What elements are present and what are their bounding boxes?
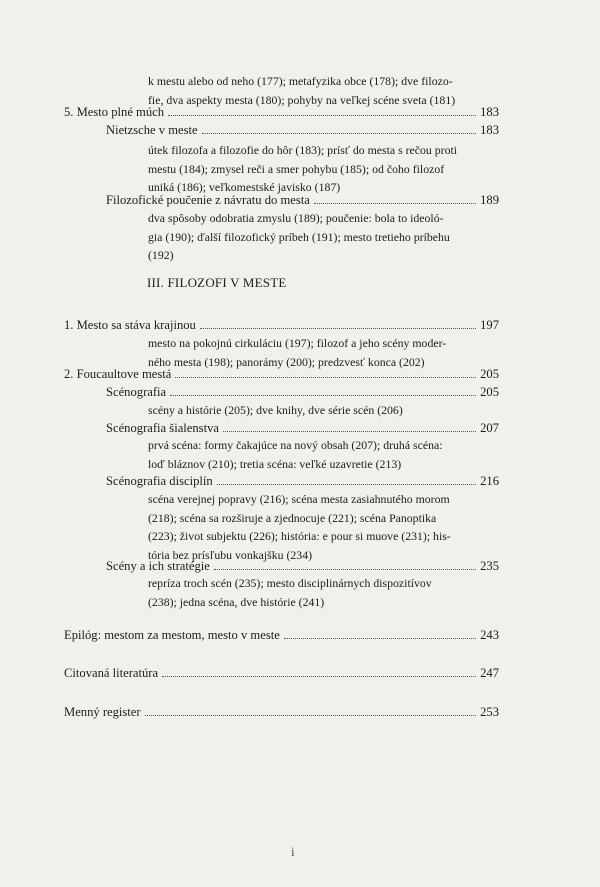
dot-leader xyxy=(200,328,476,329)
entry-description xyxy=(148,209,498,265)
page-number: 189 xyxy=(480,193,499,207)
dot-leader xyxy=(202,133,476,134)
entry-description xyxy=(148,574,498,611)
dot-leader xyxy=(214,569,476,570)
dot-leader xyxy=(284,638,476,639)
dot-leader xyxy=(170,395,476,396)
page-number: 243 xyxy=(480,628,499,642)
page-number: 197 xyxy=(480,318,499,332)
part-heading: III. FILOZOFI V MESTE xyxy=(147,275,287,290)
entry-title: Citovaná literatúra xyxy=(64,666,159,680)
description-line: scéna verejnej popravy (216); scéna mesta zasiahnutého morom xyxy=(148,492,450,506)
entry-description xyxy=(148,436,498,473)
entry-title: 1. Mesto sa stáva krajinou xyxy=(64,318,196,332)
description-line: (218); scéna sa rozširuje a zjednocuje (221); scéna Panoptika xyxy=(148,510,437,525)
entry-title: Menný register xyxy=(64,705,141,719)
toc-entry-chapter-1 xyxy=(64,317,499,333)
toc-entry-filozoficke-poucenie xyxy=(106,192,499,208)
page-number: 216 xyxy=(480,474,499,488)
toc-entry-sceny-a-strategie xyxy=(106,558,499,574)
dot-leader xyxy=(175,377,476,378)
description-line: scény a histórie (205); dve knihy, dve série scén (206) xyxy=(148,403,403,417)
description-line: mesto na pokojnú cirkuláciu (197); filozof a jeho scény moder- xyxy=(148,336,447,350)
toc-entry-nietzsche xyxy=(106,122,499,138)
toc-entry-chapter-2 xyxy=(64,366,499,382)
entry-title: Epilóg: mestom za mestom, mesto v meste xyxy=(64,628,280,642)
dot-leader xyxy=(217,484,476,485)
entry-title: Scénografia šialenstva xyxy=(106,421,219,435)
toc-entry-scenografia xyxy=(106,384,499,400)
dot-leader xyxy=(168,115,476,116)
toc-entry-menny-register xyxy=(64,704,499,720)
description-line: gia (190); ďalší filozofický príbeh (191); mesto tretieho príbehu xyxy=(148,229,450,244)
entry-title: Scény a ich stratégie xyxy=(106,559,210,573)
description-line: mestu (184); zmysel reči a smer pohybu (185); od čoho filozof xyxy=(148,161,445,176)
page-number: 247 xyxy=(480,666,499,680)
description-line: uniká (186); veľkomestské javisko (187) xyxy=(148,180,341,194)
dot-leader xyxy=(223,431,476,432)
page-folio: i xyxy=(291,844,295,859)
page-number: 183 xyxy=(480,123,499,137)
entry-title: Filozofické poučenie z návratu do mesta xyxy=(106,193,310,207)
page-number: 205 xyxy=(480,367,499,381)
page-number: 183 xyxy=(480,105,499,119)
dot-leader xyxy=(145,715,477,716)
entry-title: 2. Foucaultove mestá xyxy=(64,367,172,381)
description-line: dva spôsoby odobratia zmyslu (189); poučenie: bola to ideoló- xyxy=(148,211,444,225)
toc-entry-scenografia-silenstva xyxy=(106,420,499,436)
description-line: (192) xyxy=(148,248,174,262)
page-number: 235 xyxy=(480,559,499,573)
description-line: k mestu alebo od neho (177); metafyzika obce (178); dve filozo- xyxy=(148,74,453,88)
page-number: 253 xyxy=(480,705,499,719)
description-line: loď bláznov (210); tretia scéna: veľké uzavretie (213) xyxy=(148,456,402,471)
description-line: (223); život subjektu (226); história: e pour si muove (231); his- xyxy=(148,529,451,543)
description-line: (238); jedna scéna, dve histórie (241) xyxy=(148,594,325,609)
dot-leader xyxy=(162,676,476,677)
dot-leader xyxy=(314,203,476,204)
toc-entry-chapter-5 xyxy=(64,104,499,120)
toc-entry-scenografia-disciplin xyxy=(106,473,499,489)
entry-description xyxy=(148,401,498,420)
entry-title: Scénografia xyxy=(106,385,167,399)
entry-title: Nietzsche v meste xyxy=(106,123,198,137)
page-number: 205 xyxy=(480,385,499,399)
entry-description xyxy=(148,490,498,564)
description-line: tória bez prísľubu vonkajšku (234) xyxy=(148,547,313,562)
description-line: ného mesta (198); panorámy (200); predzvesť konca (202) xyxy=(148,354,425,369)
description-line: repríza troch scén (235); mesto disciplinárnych dispozitívov xyxy=(148,576,432,590)
entry-title: Scénografia disciplín xyxy=(106,474,213,488)
entry-title: 5. Mesto plné múch xyxy=(64,105,165,119)
description-line: prvá scéna: formy čakajúce na nový obsah (207); druhá scéna: xyxy=(148,438,443,452)
entry-description xyxy=(148,141,498,197)
toc-entry-citovana-literatura xyxy=(64,665,499,681)
toc-entry-epilog xyxy=(64,627,499,643)
description-line: fie, dva aspekty mesta (180); pohyby na veľkej scéne sveta (181) xyxy=(148,92,456,107)
page-number: 207 xyxy=(480,421,499,435)
description-line: útek filozofa a filozofie do hôr (183); prísť do mesta s rečou proti xyxy=(148,143,458,157)
